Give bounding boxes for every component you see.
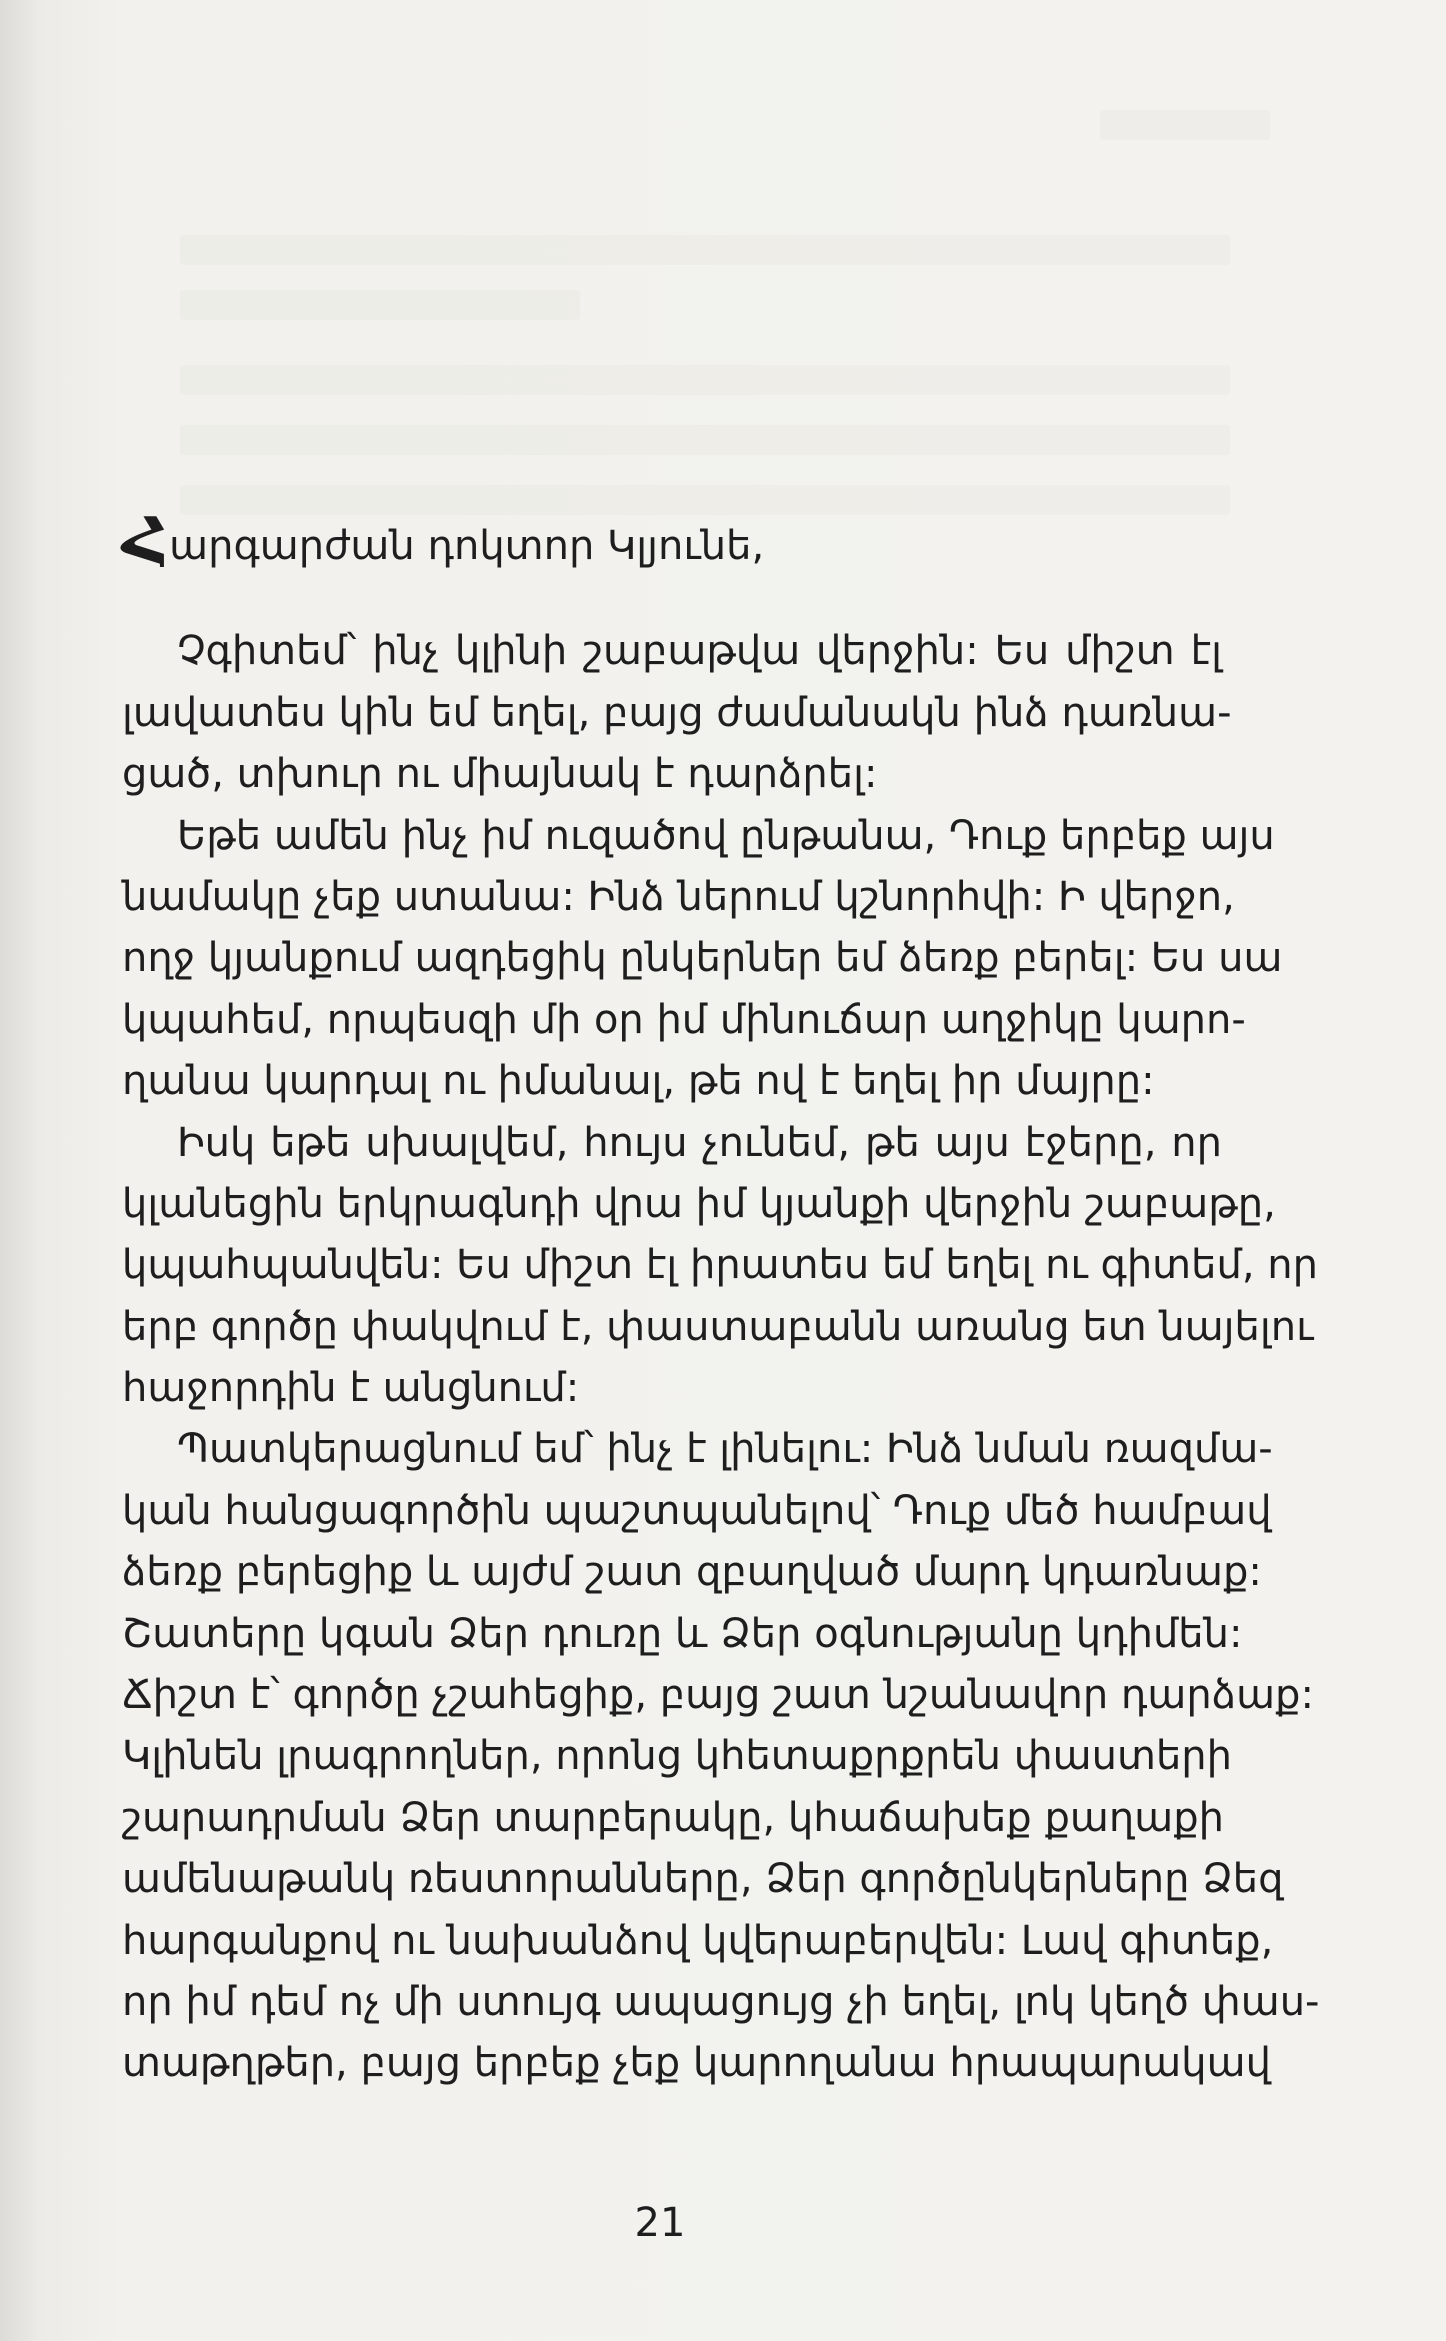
text-line: հաջորդին է անցնում: — [122, 1365, 580, 1412]
text-line: տաթղթեր, բայց երբեք չեք կարողանա հրապարակավ — [122, 2040, 1271, 2087]
text-line: Չգիտեմ՝ ինչ կլինի շաբաթվա վերջին: Ես միշտ էլ — [177, 628, 1222, 675]
salutation-initial: Հ — [122, 504, 170, 579]
show-through-mark — [1100, 110, 1270, 140]
text-line: Ճիշտ է՝ գործը չշահեցիք, բայց շատ նշանավոր դարձաք: — [122, 1672, 1314, 1719]
text-line: կպահպանվեն: Ես միշտ էլ իրատես եմ եղել ու գիտեմ, որ — [122, 1242, 1318, 1289]
text-line: կլանեցին երկրագնդի վրա իմ կյանքի վերջին շաբաթը, — [122, 1180, 1276, 1227]
text-line: նամակը չեք ստանա: Ինձ ներում կշնորհվի: Ի վերջո, — [122, 873, 1235, 920]
text-line: ղանա կարդալ ու իմանալ, թե ով է եղել իր մայրը: — [122, 1058, 1155, 1105]
letter-body — [122, 504, 1320, 2095]
text-line: որ իմ դեմ ոչ մի ստույգ ապացույց չի եղել, լոկ կեղծ փաս- — [122, 1978, 1320, 2025]
text-line: Շատերը կգան Ձեր դուռը և Ձեր օգնությանը կդիմեն: — [122, 1610, 1243, 1657]
show-through-mark — [180, 365, 1230, 395]
text-line: լավատես կին եմ եղել, բայց ժամանակն ինձ դառնա- — [122, 689, 1232, 736]
paragraph-lines — [122, 621, 1320, 2094]
text-line: ցած, տխուր ու միայնակ է դարձրել: — [122, 751, 878, 798]
text-line: ձեռք բերեցիք և այժմ շատ զբաղված մարդ կդառնաք: — [122, 1549, 1262, 1596]
show-through-mark — [180, 290, 580, 320]
text-line: Իսկ եթե սխալվեմ, հույս չունեմ, թե այս էջերը, որ — [177, 1119, 1222, 1166]
text-line: շարադրման Ձեր տարբերակը, կհաճախեք քաղաքի — [122, 1794, 1224, 1841]
text-line: Պատկերացնում եմ՝ ինչ է լինելու: Ինձ նման ռազմա- — [177, 1426, 1273, 1473]
salutation-text: արգարժան դոկտոր Կլյունե, — [169, 523, 765, 569]
text-line: կան հանցագործին պաշտպանելով՝ Դուք մեծ համբավ — [122, 1487, 1272, 1534]
text-line: ամենաթանկ ռեստորանները, Ձեր գործընկերները Ձեզ — [122, 1856, 1284, 1903]
salutation — [122, 504, 1222, 579]
text-line: կպահեմ, որպեսզի մի օր իմ մինուճար աղջիկը կարո- — [122, 996, 1246, 1043]
text-line: ողջ կյանքում ազդեցիկ ընկերներ եմ ձեռք բերել: Ես սա — [122, 935, 1283, 982]
text-line: հարգանքով ու նախանձով կվերաբերվեն: Լավ գիտեք, — [122, 1917, 1274, 1964]
show-through-mark — [180, 235, 1230, 265]
show-through-mark — [180, 425, 1230, 455]
text-line: երբ գործը փակվում է, փաստաբանն առանց ետ նայելու — [122, 1303, 1314, 1350]
page-number: 21 — [634, 2200, 686, 2246]
text-line: Կլինեն լրագրողներ, որոնց կհետաքրքրեն փաստերի — [122, 1733, 1232, 1780]
text-line: Եթե ամեն ինչ իմ ուզածով ընթանա, Դուք երբեք այս — [177, 812, 1275, 859]
show-through-mark — [180, 485, 1230, 515]
